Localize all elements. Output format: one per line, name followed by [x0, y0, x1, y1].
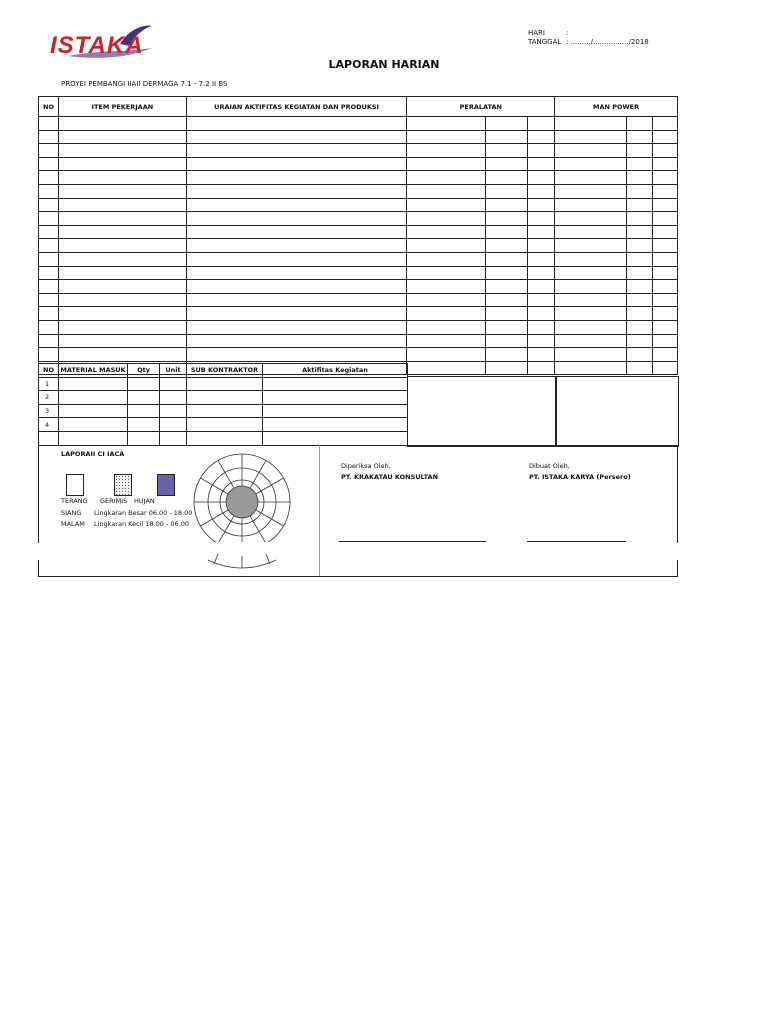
table-cell[interactable] — [407, 293, 486, 307]
table-cell[interactable] — [555, 144, 627, 158]
table-cell[interactable] — [652, 171, 677, 185]
table-cell[interactable] — [39, 117, 59, 131]
table-cell[interactable] — [528, 361, 555, 375]
table-cell[interactable] — [486, 361, 528, 375]
bottom-left-border — [38, 445, 39, 543]
table-cell[interactable] — [39, 334, 59, 348]
table-cell[interactable] — [486, 239, 528, 253]
table-cell[interactable] — [627, 307, 653, 321]
table-cell[interactable] — [58, 117, 186, 131]
clock-spoke — [200, 478, 228, 494]
clock-spoke — [250, 460, 266, 488]
table-cell[interactable] — [627, 144, 653, 158]
table-cell[interactable] — [627, 130, 653, 144]
table-cell[interactable] — [486, 184, 528, 198]
weather-clock-diagram — [186, 452, 298, 572]
table-cell[interactable] — [39, 280, 59, 294]
mat-header-aktifitas: Aktifitas Kegiatan — [263, 364, 408, 378]
table-row — [39, 157, 678, 171]
table-cell[interactable] — [555, 184, 627, 198]
row-number: 2 — [39, 391, 59, 405]
table-cell[interactable] — [528, 130, 555, 144]
table-cell[interactable] — [407, 212, 486, 226]
table-cell[interactable] — [627, 212, 653, 226]
table-cell[interactable] — [652, 184, 677, 198]
table-row — [39, 293, 678, 307]
table-row — [39, 171, 678, 185]
table-cell[interactable] — [555, 239, 627, 253]
table-cell[interactable] — [528, 293, 555, 307]
logo-text: ISTAKA — [50, 32, 144, 59]
made-signature-line — [527, 541, 626, 542]
table-cell[interactable] — [39, 252, 59, 266]
table-cell[interactable] — [486, 171, 528, 185]
table-cell[interactable] — [528, 280, 555, 294]
siang-desc: Lingkaran Besar 06.00 - 18.00 — [94, 509, 193, 517]
table-cell[interactable] — [39, 198, 59, 212]
project-name: PROYEI PEMBANGI IIAII DERMAGA 7.1 - 7.2 II BS — [61, 80, 228, 88]
clock-spoke — [250, 516, 266, 544]
malam-label: MALAM — [61, 520, 85, 528]
table-cell[interactable] — [58, 212, 186, 226]
table-cell[interactable] — [555, 293, 627, 307]
table-cell[interactable] — [486, 212, 528, 226]
legend-terang: TERANG — [61, 497, 88, 505]
table-cell[interactable] — [528, 144, 555, 158]
table-cell[interactable] — [58, 130, 186, 144]
table-cell[interactable] — [528, 239, 555, 253]
col-header-peralatan: PERALATAN — [407, 97, 555, 117]
table-cell[interactable] — [186, 157, 407, 171]
table-cell[interactable] — [652, 130, 677, 144]
table-cell[interactable] — [407, 320, 486, 334]
table-cell[interactable] — [627, 293, 653, 307]
table-cell[interactable] — [528, 266, 555, 280]
table-cell[interactable] — [39, 144, 59, 158]
table-cell[interactable] — [186, 280, 407, 294]
clock-spoke — [218, 460, 234, 488]
table-cell[interactable] — [555, 334, 627, 348]
col-header-uraian: URAIAN AKTIFITAS KEGIATAN DAN PRODUKSI — [186, 97, 407, 117]
table-row — [39, 252, 678, 266]
table-cell[interactable] — [39, 171, 59, 185]
table-cell[interactable] — [555, 307, 627, 321]
mat-header-material: MATERIAL MASUK — [59, 364, 128, 378]
table-cell[interactable] — [652, 144, 677, 158]
table-row — [39, 212, 678, 226]
table-cell[interactable] — [555, 117, 627, 131]
clock-spoke — [256, 478, 284, 494]
table-cell[interactable] — [39, 239, 59, 253]
table-cell[interactable] — [186, 171, 407, 185]
bottom-divider — [319, 445, 320, 577]
table-cell[interactable] — [486, 144, 528, 158]
table-cell[interactable] — [652, 252, 677, 266]
table-row — [39, 239, 678, 253]
table-cell[interactable] — [627, 171, 653, 185]
made-by-label: Dibuat Oleh, — [529, 462, 570, 470]
table-cell[interactable] — [39, 225, 59, 239]
table-cell[interactable] — [627, 266, 653, 280]
table-cell[interactable] — [486, 225, 528, 239]
table-cell[interactable] — [555, 171, 627, 185]
table-cell[interactable] — [652, 320, 677, 334]
table-cell[interactable] — [652, 361, 677, 375]
table-cell[interactable] — [407, 334, 486, 348]
table-cell[interactable] — [652, 280, 677, 294]
table-cell[interactable] — [555, 157, 627, 171]
table-cell[interactable] — [58, 266, 186, 280]
table-cell[interactable] — [39, 130, 59, 144]
table-cell[interactable] — [486, 157, 528, 171]
footer-left-border — [38, 560, 39, 577]
table-cell[interactable] — [39, 307, 59, 321]
table-cell[interactable] — [652, 157, 677, 171]
table-cell[interactable] — [555, 212, 627, 226]
table-cell[interactable] — [486, 280, 528, 294]
table-cell[interactable] — [652, 239, 677, 253]
table-row — [39, 418, 408, 432]
table-cell[interactable] — [652, 334, 677, 348]
table-row — [39, 117, 678, 131]
clock-spoke — [256, 510, 284, 526]
table-cell[interactable] — [39, 184, 59, 198]
table-cell[interactable] — [652, 348, 677, 362]
malam-desc: Lingkaran Kecil 18.00 - 06.00 — [94, 520, 190, 528]
table-cell[interactable] — [528, 252, 555, 266]
table-cell[interactable] — [555, 225, 627, 239]
table-cell[interactable] — [555, 198, 627, 212]
report-title: LAPORAN HARIAN — [328, 58, 440, 71]
table-cell[interactable] — [486, 117, 528, 131]
clock-spoke — [200, 510, 228, 526]
table-cell[interactable] — [186, 239, 407, 253]
tanggal-value: : ........./................/2018 — [566, 38, 649, 46]
table-cell[interactable] — [186, 212, 407, 226]
material-table — [38, 363, 408, 446]
table-cell[interactable] — [39, 293, 59, 307]
table-cell[interactable] — [528, 348, 555, 362]
table-row — [39, 391, 408, 405]
bottom-section-top — [38, 445, 678, 446]
table-cell[interactable] — [486, 307, 528, 321]
col-header-manpower: MAN POWER — [555, 97, 678, 117]
table-cell[interactable] — [486, 334, 528, 348]
table-cell[interactable] — [528, 307, 555, 321]
table-cell[interactable] — [186, 225, 407, 239]
table-cell[interactable] — [528, 212, 555, 226]
checked-by-label: Diperiksa Oleh, — [341, 462, 391, 470]
table-cell[interactable] — [39, 320, 59, 334]
table-cell[interactable] — [627, 225, 653, 239]
table-cell[interactable] — [186, 320, 407, 334]
weather-title: LAPORAII CI IACA — [61, 450, 125, 458]
table-cell[interactable] — [186, 144, 407, 158]
table-cell[interactable] — [186, 252, 407, 266]
table-row — [39, 307, 678, 321]
table-cell[interactable] — [407, 157, 486, 171]
table-cell[interactable] — [58, 252, 186, 266]
table-cell[interactable] — [627, 184, 653, 198]
table-cell[interactable] — [58, 144, 186, 158]
table-cell[interactable] — [652, 225, 677, 239]
table-cell[interactable] — [58, 348, 186, 362]
hujan-swatch — [157, 474, 175, 496]
table-cell[interactable] — [528, 117, 555, 131]
table-cell[interactable] — [186, 293, 407, 307]
checked-by-company: PT. KRAKATAU KONSULTAN — [341, 473, 439, 481]
mat-header-subkon: SUB KONTRAKTOR — [187, 364, 263, 378]
table-cell[interactable] — [486, 320, 528, 334]
table-cell[interactable] — [186, 198, 407, 212]
table-cell[interactable] — [555, 280, 627, 294]
table-cell[interactable] — [186, 266, 407, 280]
table-cell[interactable] — [486, 252, 528, 266]
table-cell[interactable] — [407, 184, 486, 198]
table-cell[interactable] — [627, 117, 653, 131]
table-cell[interactable] — [627, 334, 653, 348]
tanggal-label: TANGGAL — [528, 38, 562, 46]
table-row — [39, 431, 408, 445]
clock-spoke — [218, 516, 234, 544]
table-row — [39, 225, 678, 239]
checked-signature-line — [339, 541, 486, 542]
table-cell[interactable] — [528, 334, 555, 348]
col-header-item: ITEM PEKERJAAN — [58, 97, 186, 117]
table-cell[interactable] — [528, 184, 555, 198]
table-cell[interactable] — [407, 239, 486, 253]
table-cell[interactable] — [652, 266, 677, 280]
mat-header-qty: Qty — [128, 364, 160, 378]
table-cell[interactable] — [652, 117, 677, 131]
table-cell[interactable] — [555, 266, 627, 280]
table-cell[interactable] — [627, 348, 653, 362]
table-row — [39, 144, 678, 158]
table-cell[interactable] — [407, 266, 486, 280]
table-cell[interactable] — [186, 348, 407, 362]
table-cell[interactable] — [407, 144, 486, 158]
company-logo — [48, 22, 158, 62]
table-row — [39, 280, 678, 294]
made-by-company: PT. ISTAKA KARYA (Persero) — [529, 473, 631, 481]
table-cell[interactable] — [407, 307, 486, 321]
table-cell[interactable] — [407, 252, 486, 266]
siang-label: SIANG — [61, 509, 82, 517]
table-cell[interactable] — [186, 117, 407, 131]
table-cell[interactable] — [486, 293, 528, 307]
table-cell[interactable] — [528, 320, 555, 334]
table-row — [39, 184, 678, 198]
table-cell[interactable] — [652, 307, 677, 321]
table-cell[interactable] — [652, 212, 677, 226]
table-cell[interactable] — [407, 198, 486, 212]
table-cell[interactable] — [555, 348, 627, 362]
table-row — [39, 404, 408, 418]
table-cell[interactable] — [58, 334, 186, 348]
table-cell[interactable] — [186, 307, 407, 321]
manpower-extra-box — [555, 376, 679, 447]
table-cell[interactable] — [58, 157, 186, 171]
table-cell[interactable] — [627, 361, 653, 375]
hari-value: : — [566, 29, 569, 37]
table-row — [39, 198, 678, 212]
table-cell[interactable] — [627, 252, 653, 266]
hari-label: HARI — [528, 29, 545, 37]
table-cell[interactable] — [407, 171, 486, 185]
bottom-right-border — [677, 445, 678, 543]
table-cell[interactable] — [39, 212, 59, 226]
mat-header-no: NO — [39, 364, 59, 378]
date-header — [528, 29, 649, 47]
table-cell[interactable] — [407, 361, 486, 375]
table-cell[interactable] — [652, 198, 677, 212]
table-cell[interactable] — [555, 361, 627, 375]
table-cell[interactable] — [186, 184, 407, 198]
table-cell[interactable] — [58, 171, 186, 185]
mat-header-unit: Unit — [160, 364, 187, 378]
col-header-no: NO — [39, 97, 59, 117]
table-cell[interactable] — [528, 171, 555, 185]
table-row — [39, 320, 678, 334]
table-cell[interactable] — [407, 117, 486, 131]
table-cell[interactable] — [528, 225, 555, 239]
table-cell[interactable] — [58, 307, 186, 321]
table-cell[interactable] — [627, 280, 653, 294]
legend-gerimis: GERIMIS — [100, 497, 128, 505]
row-number: 3 — [39, 404, 59, 418]
table-cell[interactable] — [407, 130, 486, 144]
table-row — [39, 377, 408, 391]
table-row — [39, 348, 678, 362]
table-cell[interactable] — [486, 130, 528, 144]
terang-swatch — [66, 474, 84, 496]
table-cell[interactable] — [627, 157, 653, 171]
footer-bottom-border — [38, 576, 678, 577]
table-cell[interactable] — [407, 348, 486, 362]
footer-right-border — [677, 560, 678, 577]
activity-table — [38, 96, 678, 375]
table-cell[interactable] — [58, 320, 186, 334]
peralatan-extra-box — [407, 376, 557, 447]
table-cell[interactable] — [486, 198, 528, 212]
table-cell[interactable] — [58, 225, 186, 239]
table-cell[interactable] — [186, 334, 407, 348]
table-cell[interactable] — [555, 252, 627, 266]
table-cell[interactable] — [58, 293, 186, 307]
table-cell[interactable] — [58, 239, 186, 253]
table-cell[interactable] — [627, 198, 653, 212]
table-cell[interactable] — [555, 130, 627, 144]
table-cell[interactable] — [58, 198, 186, 212]
row-number: 1 — [39, 377, 59, 391]
row-number: 4 — [39, 418, 59, 432]
table-cell[interactable] — [39, 266, 59, 280]
table-cell[interactable] — [39, 348, 59, 362]
table-cell[interactable] — [186, 130, 407, 144]
table-cell[interactable] — [407, 225, 486, 239]
table-cell[interactable] — [528, 157, 555, 171]
table-cell[interactable] — [58, 184, 186, 198]
table-cell[interactable] — [39, 157, 59, 171]
table-cell[interactable] — [555, 320, 627, 334]
table-row — [39, 130, 678, 144]
gerimis-swatch — [114, 474, 132, 496]
table-row — [39, 266, 678, 280]
legend-hujan: HUJAN — [134, 497, 155, 505]
table-cell[interactable] — [486, 266, 528, 280]
table-row — [39, 334, 678, 348]
table-cell[interactable] — [528, 198, 555, 212]
table-cell[interactable] — [627, 239, 653, 253]
table-cell[interactable] — [652, 293, 677, 307]
table-cell[interactable] — [627, 320, 653, 334]
table-cell[interactable] — [58, 280, 186, 294]
table-cell[interactable] — [407, 280, 486, 294]
table-cell[interactable] — [486, 348, 528, 362]
